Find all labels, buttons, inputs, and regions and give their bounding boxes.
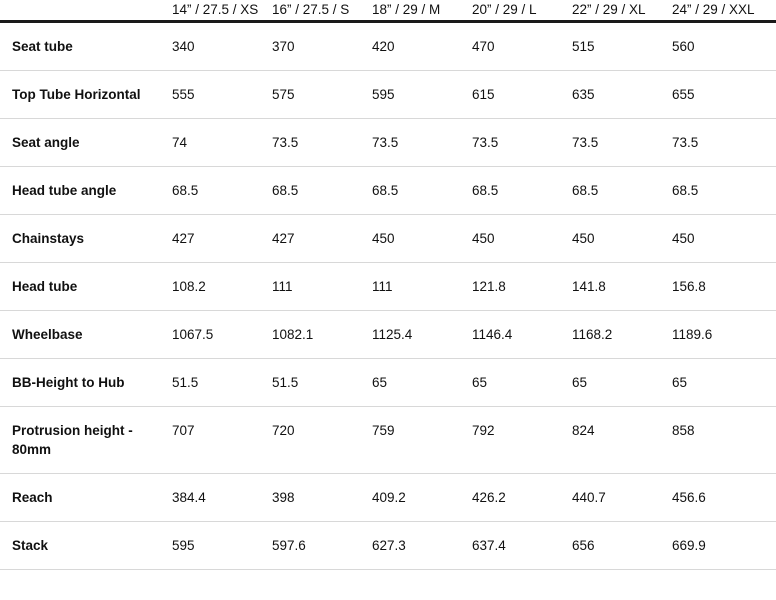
cell-top-tube-horizontal-s: 575	[272, 87, 295, 102]
cell-chainstays-s: 427	[272, 231, 295, 246]
cell-chainstays-m: 450	[372, 231, 395, 246]
column-header-size-l: 20” / 29 / L	[472, 0, 572, 22]
cell-head-tube-xs: 108.2	[172, 279, 206, 294]
table-row	[0, 263, 776, 311]
table-row	[0, 522, 776, 570]
row-label-chainstays: Chainstays	[12, 231, 85, 246]
table-row	[0, 474, 776, 522]
cell-seat-angle-xs: 74	[172, 135, 188, 150]
cell-wheelbase-xxl: 1189.6	[672, 327, 713, 342]
cell-head-tube-m: 111	[372, 279, 393, 294]
column-header-measurement	[0, 0, 172, 22]
cell-protrusion-height-80mm-xxl: 858	[672, 423, 695, 438]
table-row	[0, 407, 776, 474]
cell-wheelbase-xs: 1067.5	[172, 327, 214, 342]
cell-top-tube-horizontal-xxl: 655	[672, 87, 695, 102]
row-label-head-tube: Head tube	[12, 279, 78, 294]
row-label-seat-tube: Seat tube	[12, 39, 73, 54]
cell-chainstays-xl: 450	[572, 231, 595, 246]
cell-reach-xl: 440.7	[572, 490, 606, 505]
row-label-seat-angle: Seat angle	[12, 135, 80, 150]
cell-chainstays-l: 450	[472, 231, 495, 246]
cell-wheelbase-s: 1082.1	[272, 327, 314, 342]
cell-bb-height-to-hub-xs: 51.5	[172, 375, 199, 390]
row-label-wheelbase: Wheelbase	[12, 327, 83, 342]
cell-seat-angle-m: 73.5	[372, 135, 399, 150]
cell-wheelbase-m: 1125.4	[372, 327, 413, 342]
column-header-size-m: 18” / 29 / M	[372, 0, 472, 22]
cell-stack-m: 627.3	[372, 538, 406, 553]
column-header-size-xl: 22” / 29 / XL	[572, 0, 672, 22]
row-label-reach: Reach	[12, 490, 53, 505]
cell-bb-height-to-hub-s: 51.5	[272, 375, 299, 390]
cell-stack-s: 597.6	[272, 538, 306, 553]
table-row	[0, 215, 776, 263]
cell-head-tube-angle-m: 68.5	[372, 183, 399, 198]
cell-head-tube-angle-xxl: 68.5	[672, 183, 699, 198]
cell-seat-tube-s: 370	[272, 39, 295, 54]
cell-reach-l: 426.2	[472, 490, 506, 505]
row-label-head-tube-angle: Head tube angle	[12, 183, 117, 198]
row-label-protrusion-height-80mm: Protrusion height - 80mm	[12, 423, 133, 457]
cell-head-tube-angle-s: 68.5	[272, 183, 299, 198]
cell-head-tube-angle-xl: 68.5	[572, 183, 599, 198]
cell-bb-height-to-hub-xxl: 65	[672, 375, 688, 390]
cell-top-tube-horizontal-l: 615	[472, 87, 495, 102]
column-header-size-s: 16” / 27.5 / S	[272, 0, 372, 22]
cell-stack-xxl: 669.9	[672, 538, 706, 553]
cell-chainstays-xxl: 450	[672, 231, 695, 246]
row-label-bb-height-to-hub: BB-Height to Hub	[12, 375, 125, 390]
cell-protrusion-height-80mm-xl: 824	[572, 423, 595, 438]
cell-top-tube-horizontal-m: 595	[372, 87, 395, 102]
cell-seat-tube-xs: 340	[172, 39, 195, 54]
column-header-size-xxl: 24” / 29 / XXL	[672, 0, 776, 22]
cell-bb-height-to-hub-m: 65	[372, 375, 388, 390]
header-row	[0, 0, 776, 22]
table-body	[0, 22, 776, 570]
cell-top-tube-horizontal-xl: 635	[572, 87, 595, 102]
cell-seat-tube-xxl: 560	[672, 39, 695, 54]
row-label-stack: Stack	[12, 538, 49, 553]
table-row	[0, 22, 776, 71]
cell-head-tube-xl: 141.8	[572, 279, 606, 294]
cell-seat-angle-l: 73.5	[472, 135, 499, 150]
cell-wheelbase-l: 1146.4	[472, 327, 513, 342]
cell-head-tube-s: 111	[272, 279, 293, 294]
cell-protrusion-height-80mm-l: 792	[472, 423, 495, 438]
cell-seat-angle-xxl: 73.5	[672, 135, 699, 150]
cell-reach-xs: 384.4	[172, 490, 206, 505]
table-row	[0, 359, 776, 407]
cell-head-tube-xxl: 156.8	[672, 279, 706, 294]
cell-reach-m: 409.2	[372, 490, 406, 505]
cell-wheelbase-xl: 1168.2	[572, 327, 613, 342]
cell-seat-tube-l: 470	[472, 39, 495, 54]
cell-protrusion-height-80mm-xs: 707	[172, 423, 195, 438]
cell-top-tube-horizontal-xs: 555	[172, 87, 195, 102]
cell-reach-s: 398	[272, 490, 295, 505]
table-row	[0, 167, 776, 215]
table-row	[0, 311, 776, 359]
cell-head-tube-angle-xs: 68.5	[172, 183, 199, 198]
table-row	[0, 119, 776, 167]
cell-seat-angle-xl: 73.5	[572, 135, 599, 150]
table-row	[0, 71, 776, 119]
cell-head-tube-angle-l: 68.5	[472, 183, 499, 198]
cell-stack-xs: 595	[172, 538, 195, 553]
row-label-top-tube-horizontal: Top Tube Horizontal	[12, 87, 141, 102]
cell-seat-tube-xl: 515	[572, 39, 595, 54]
cell-head-tube-l: 121.8	[472, 279, 506, 294]
cell-seat-angle-s: 73.5	[272, 135, 299, 150]
cell-protrusion-height-80mm-s: 720	[272, 423, 295, 438]
cell-reach-xxl: 456.6	[672, 490, 706, 505]
cell-stack-l: 637.4	[472, 538, 506, 553]
cell-bb-height-to-hub-l: 65	[472, 375, 488, 390]
table-header	[0, 0, 776, 22]
cell-bb-height-to-hub-xl: 65	[572, 375, 588, 390]
column-header-size-xs: 14” / 27.5 / XS	[172, 0, 272, 22]
cell-seat-tube-m: 420	[372, 39, 395, 54]
cell-stack-xl: 656	[572, 538, 595, 553]
cell-chainstays-xs: 427	[172, 231, 195, 246]
cell-protrusion-height-80mm-m: 759	[372, 423, 395, 438]
